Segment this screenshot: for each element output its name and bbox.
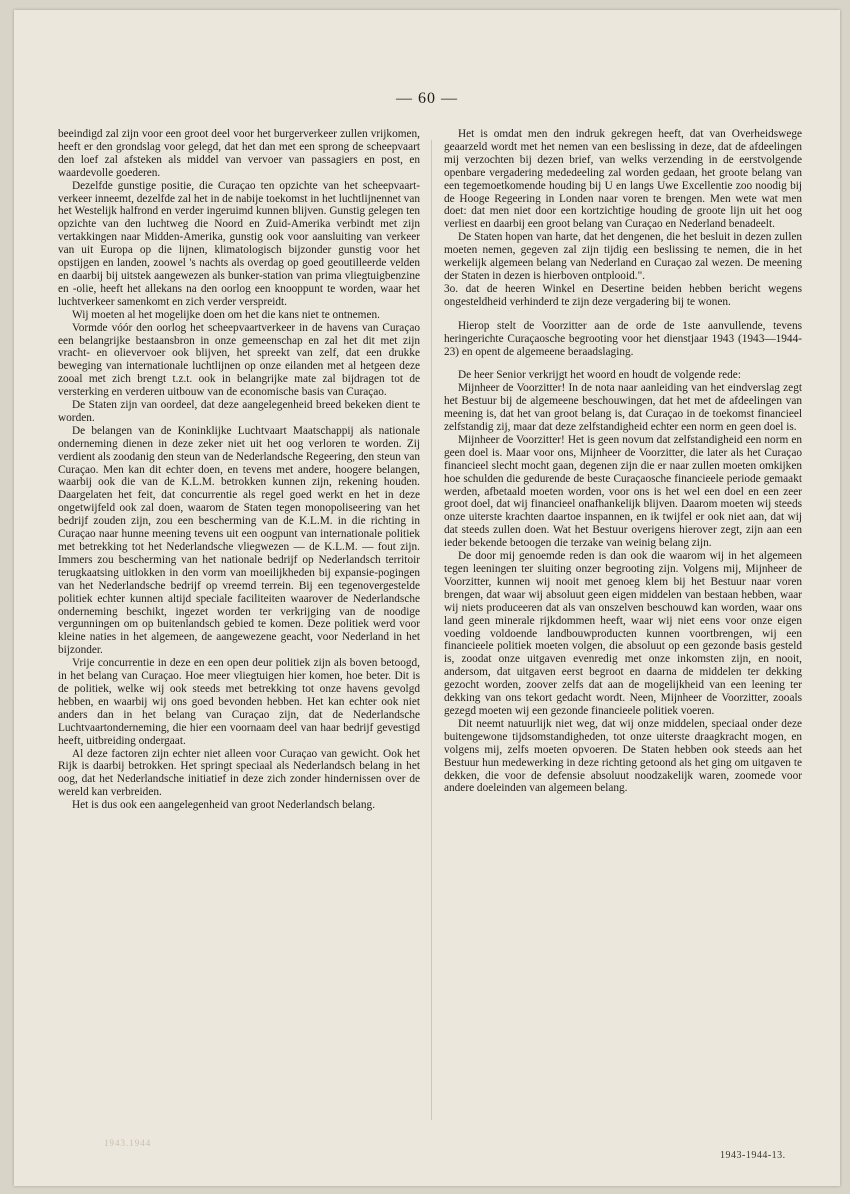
paragraph: Mijnheer de Voorzitter! Het is geen novum dat zelfstandigheid een norm en geen doel is. Maar voor ons, Mijnheer de Voorzitter, die later als het Curaçao financieel slecht mocht gaan, degenen zijn die er naar zullen moeten omkijken hoe schulden die gedurende de beste Curaçaosche financieele periode gemaakt werden, afbetaald moeten worden, voor ons is het wel een doel en een zeer groot doel, dat wij financieel onafhankelijk blijven. Daarom moeten wij steeds onze uiterste krachten daartoe inspannen, en ik twijfel er ook niet aan, dat wij dat steeds zullen doen. Wat het Bestuur overigens hierover zegt, zijn aan een ieder bekende betoogen die terzake van weinig belang zijn. xyxy=(444,433,802,550)
right-column xyxy=(444,128,802,795)
paragraph: beeindigd zal zijn voor een groot deel voor het burgerverkeer zullen vrijkomen, heeft er den grondslag voor gelegd, dat het dan met een sprong de scheepvaart den loef zal afsteken als middel van vervoer van passagiers en post, en waardevolle goederen. xyxy=(58,128,420,179)
paragraph: De Staten hopen van harte, dat het dengenen, die het besluit in dezen zullen moeten nemen, gegeven zal zijn tijdig een beslissing te nemen, die in het werkelijk algemeen belang van Nederland en Curaçao zal wezen. De meening der Staten in dezen is hierboven ontplooid.". xyxy=(444,231,802,282)
paragraph: Het is dus ook een aangelegenheid van groot Nederlandsch belang. xyxy=(72,799,376,812)
paragraph: 3o. dat de heeren Winkel en Desertine beiden hebben bericht wegens ongesteldheid verhinderd te zijn deze vergadering bij te wonen. xyxy=(444,282,802,308)
paragraph: De Staten zijn van oordeel, dat deze aangelegenheid breed bekeken dient te worden. xyxy=(58,399,420,424)
paragraph: Dezelfde gunstige positie, die Curaçao ten opzichte van het scheepvaart-verkeer inneemt, dezelfde zal het in de nabije toekomst in het luchtlijnennet van het Westelijk halfrond en verder ingeruimd kunnen blijven. Gunstig gelegen ten opzichte van den luchtweg die Noord en Zuid-Amerika verbindt met zijn vertakkingen naar Midden-Amerika, gunstig ook voor aansluiting van verkeer van uit Europa op die lijnen, klimatologisch bijzonder gunstig voor het opstijgen en landen, zoowel 's nachts als overdag op goed geoutilleerde velden en daarbij bij uitstek aangewezen als bunker-station van prima vliegtuigbenzine en -olie, heeft het allekans na den oorlog een knooppunt te worden, waar het luchtverkeer samenkomt en zich verder verspreidt. xyxy=(58,179,420,308)
paragraph: Het is omdat men den indruk gekregen heeft, dat van Overheidswege geaarzeld wordt met het nemen van een beslissing in deze, dat de afdeelingen mij verzochten bij dezen brief, van welks verzending in de eerstvolgende openbare vergadering mededeeling zal worden gedaan, het groote belang van een tegemoetkomende houding bij U en langs Uwe Excellentie zoo noodig bij de Hooge Regeering in Londen naar voren te brengen. Men wete wat men doet: dat men niet door een kortzichtige houding de groote lijn uit het oog verliest en daarbij een groot belang van Curaçao en Nederland benadeelt. xyxy=(444,128,802,231)
paragraph: Wij moeten al het mogelijke doen om het die kans niet te ontnemen. xyxy=(72,308,380,321)
paragraph: Al deze factoren zijn echter niet alleen voor Curaçao van gewicht. Ook het Rijk is daarbij betrokken. Het springt speciaal als Nederlandsch belang in het oog, dat het Nederlandsche initiatief in deze zich zonder hindernissen over de wereld kan verbreiden. xyxy=(58,747,420,799)
column-divider xyxy=(431,140,432,1120)
document-page xyxy=(14,10,840,1186)
left-column xyxy=(58,128,420,812)
paragraph: De heer Senior verkrijgt het woord en houdt de volgende rede: xyxy=(458,369,741,382)
paragraph: Vrije concurrentie in deze en een open deur politiek zijn als boven betoogd, in het belang van Curaçao. Hoe meer vliegtuigen hier komen, hoe beter. Dit is de politiek, welke wij ook steeds met betrekking tot onze havens gevolgd hebben, en waarbij wij ons goed bevonden hebben. Het kan echter ook niet anders dan in het belang van Curaçao zijn, dat de Nederlandsche Luchtvaartonderneming, die hier een voornaam deel van haar bedrijf gevestigd heeft, uitbreiding ondergaat. xyxy=(58,657,420,747)
faded-stamp: 1943.1944 xyxy=(104,1138,152,1148)
footer-code: 1943-1944-13. xyxy=(720,1150,786,1161)
page-number: — 60 — xyxy=(396,90,458,107)
paragraph: De door mij genoemde reden is dan ook die waarom wij in het algemeen tegen leeningen ter sluiting onzer begrooting zijn. Volgens mij, Mijnheer de Voorzitter, kunnen wij nooit met genoeg klem bij het Bestuur naar voren brengen, dat waar wij absoluut geen eigen middelen van bestaan hebben, waar wij niets produceeren dat als van onszelven beschouwd kan worden, waar ons land geen minerale rijkdommen heeft, waar wij niet eens voor onze eigen voeding voldoende landbouwproducten kunnen voortbrengen, wij een financieele politiek moeten volgen, die absoluut op een gezonde basis gesteld is, zoodat onze uitgaven evenredig met onze inkomsten zijn, en nooit, andersom, dat uitgaven eerst begroot en daarna de middelen ter dekking gezocht worden, zoover zelfs dat aan de mogelijkheid van een leening ter dekking van ons tekort gedacht wordt. Neen, Mijnheer de Voorzitter, zooals gezegd moeten wij een gezonde financieele politiek voeren. xyxy=(444,550,802,717)
paragraph: Mijnheer de Voorzitter! In de nota naar aanleiding van het eindverslag zegt het Bestuur bij de algemeene beschouwingen, dat het met de afdeelingen van meening is, dat het van groot belang is, dat Curaçao in de toekomst financieel zelfstandig zij, maar dat deze zelfstandigheid echter een norm en geen doel is. xyxy=(444,382,802,434)
paragraph: Vormde vóór den oorlog het scheepvaartverkeer in de havens van Curaçao een belangrijke bestaansbron in onze gemeenschap en zal het dit met zijn vracht- en olievervoer ook blijven, het spreekt van zelf, dat een drukke beweging van internationale luchtlijnen op onze eilanden met al hetgeen deze zooal met zich brengt t.z.t. ook in belangrijke mate zal bijdragen tot de versterking en verderen uitbouw van de economische basis van Curaçao. xyxy=(58,321,420,399)
paragraph: De belangen van de Koninklijke Luchtvaart Maatschappij als nationale onderneming dienen in deze zeker niet uit het oog verloren te worden. Zij verdient als zoodanig den steun van de Nederlandsche Regeering, den steun van Curaçao. Men kan dit echter doen, en tevens met andere, hoogere belangen, waarbij ook die van de K.L.M. betrokken kunnen zijn, rekening houden. Daargelaten het feit, dat concurrentie als regel goed werkt en het in deze ongetwijfeld ook zal doen, waarom de Staten tegen monopoliseering van het bedrijf zouden zijn, zou een bescherming van de K.L.M. in die richting in Curaçao naar hunne meening tevens uit een oogpunt van internationale politiek met betrekking tot het Nederlandsche vliegwezen — de K.L.M. — fout zijn. Immers zou bescherming van het nationale bedrijf op Nederlandsch territoir terugkaatsing uitlokken in den vorm van moeilijkheden bij expansie-pogingen van het Nederlandsche bedrijf op vreemd terrein. Bij een tegenovergestelde politiek echter kunnen altijd speciale faciliteiten waarover de Nederlandsche onderneming beschikt, ingezet worden ter verkrijging van de noodige vergunningen om op buitenlandsch gebied te komen. Deze politiek werd voor kleine naties in het algemeen, de aangewezene geacht, voor Nederland in het bijzonder. xyxy=(58,424,421,657)
paragraph: Dit neemt natuurlijk niet weg, dat wij onze middelen, speciaal onder deze buitengewone tijdsomstandigheden, tot onze uiterste draagkracht mogen, en volgens mij, zelfs moeten opvoeren. De Staten hebben ook steeds aan het Bestuur hun medewerking in deze richting getoond als het ging om uitgaven te dekken, die voor de defensie absoluut noodzakelijk waren, zoomede voor andere doeleinden van algemeen belang. xyxy=(444,717,802,795)
paragraph: Hierop stelt de Voorzitter aan de orde de 1ste aanvullende, tevens heringerichte Curaçaosche begrooting voor het dienstjaar 1943 (1943—1944-23) en opent de algemeene beraadslaging. xyxy=(444,319,802,358)
